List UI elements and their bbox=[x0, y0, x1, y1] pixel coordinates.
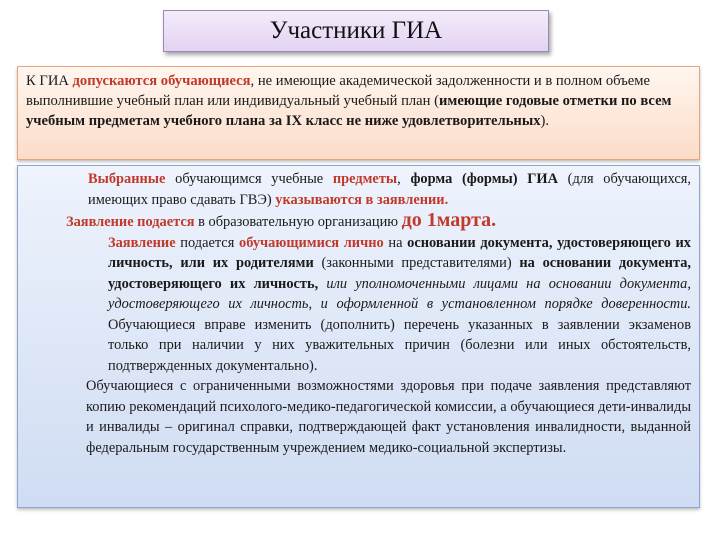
paragraph-deadline bbox=[26, 210, 691, 233]
b2-p2-b: в образовательную организацию bbox=[194, 214, 402, 230]
paragraph-submission bbox=[26, 233, 691, 377]
admission-text-block bbox=[17, 66, 700, 160]
paragraph-subjects bbox=[26, 169, 691, 210]
b2-p3-b: подается bbox=[175, 234, 239, 251]
slide-title-text: Участники ГИА bbox=[269, 17, 443, 44]
b1-text-d: имеющие годовые отметки по всем учебным предметам учебного плана за IX класс не ниже удовлетворительных bbox=[26, 93, 672, 129]
application-text-block bbox=[17, 165, 700, 508]
b2-p3-i: или уполномоченными лицами на основании документа, удостоверяющего их личность, и оформленной в установленном порядке доверенности. bbox=[108, 275, 691, 312]
b2-p3-d: на bbox=[383, 234, 408, 251]
b1-text-e: ). bbox=[540, 113, 550, 129]
b2-p1-d: , bbox=[397, 171, 411, 187]
b2-p4: Обучающиеся с ограниченными возможностями здоровья при подаче заявления представляют копию рекомендаций психолого-медико-педагогической комиссии, а обучающиеся дети-инвалиды и инвалиды – оригинал справки, подтверждающей факт установления инвалидности, выданной федеральным государственным учреждением медико-социальной экспертизы. bbox=[86, 378, 691, 456]
b2-p1-b: обучающимся учебные bbox=[165, 171, 333, 187]
b2-p1-e: форма (формы) ГИА bbox=[410, 171, 558, 187]
b2-p1-g: указываются в заявлении. bbox=[275, 191, 449, 208]
b1-text-c: , не имеющие академической задолженности и в полном объеме выполнившие учебный план или индивидуальный учебный план ( bbox=[26, 73, 650, 109]
paragraph-disabilities bbox=[26, 376, 691, 458]
b2-p3-f: (законными представителями) bbox=[313, 255, 520, 271]
b2-p3-e: основании документа, удостоверяющего их личность, или их родителями bbox=[108, 234, 692, 271]
b1-text-b: допускаются обучающиеся bbox=[72, 73, 251, 89]
b2-p3-j: Обучающиеся вправе изменить (дополнить) перечень указанных в заявлении экзаменов только при наличии у них уважительных причин (болезни или иных обстоятельств, подтвержденных документально). bbox=[108, 316, 691, 374]
b2-p3-c: обучающимися лично bbox=[239, 234, 384, 251]
b2-p1-f: (для обучающихся, имеющих право сдавать ГВЭ) bbox=[88, 171, 691, 208]
slide-title bbox=[163, 10, 549, 52]
b2-p3-a: Заявление bbox=[108, 234, 176, 251]
b2-p1-a: Выбранные bbox=[88, 171, 166, 187]
b1-text-a: К ГИА bbox=[26, 73, 73, 89]
b2-p2-a: Заявление подается bbox=[66, 214, 195, 230]
b2-p3-g: на основании документа, удостоверяющего их личность, bbox=[108, 255, 691, 292]
b2-p2-c: до 1марта. bbox=[401, 209, 497, 231]
b2-p1-c: предметы bbox=[332, 171, 398, 187]
